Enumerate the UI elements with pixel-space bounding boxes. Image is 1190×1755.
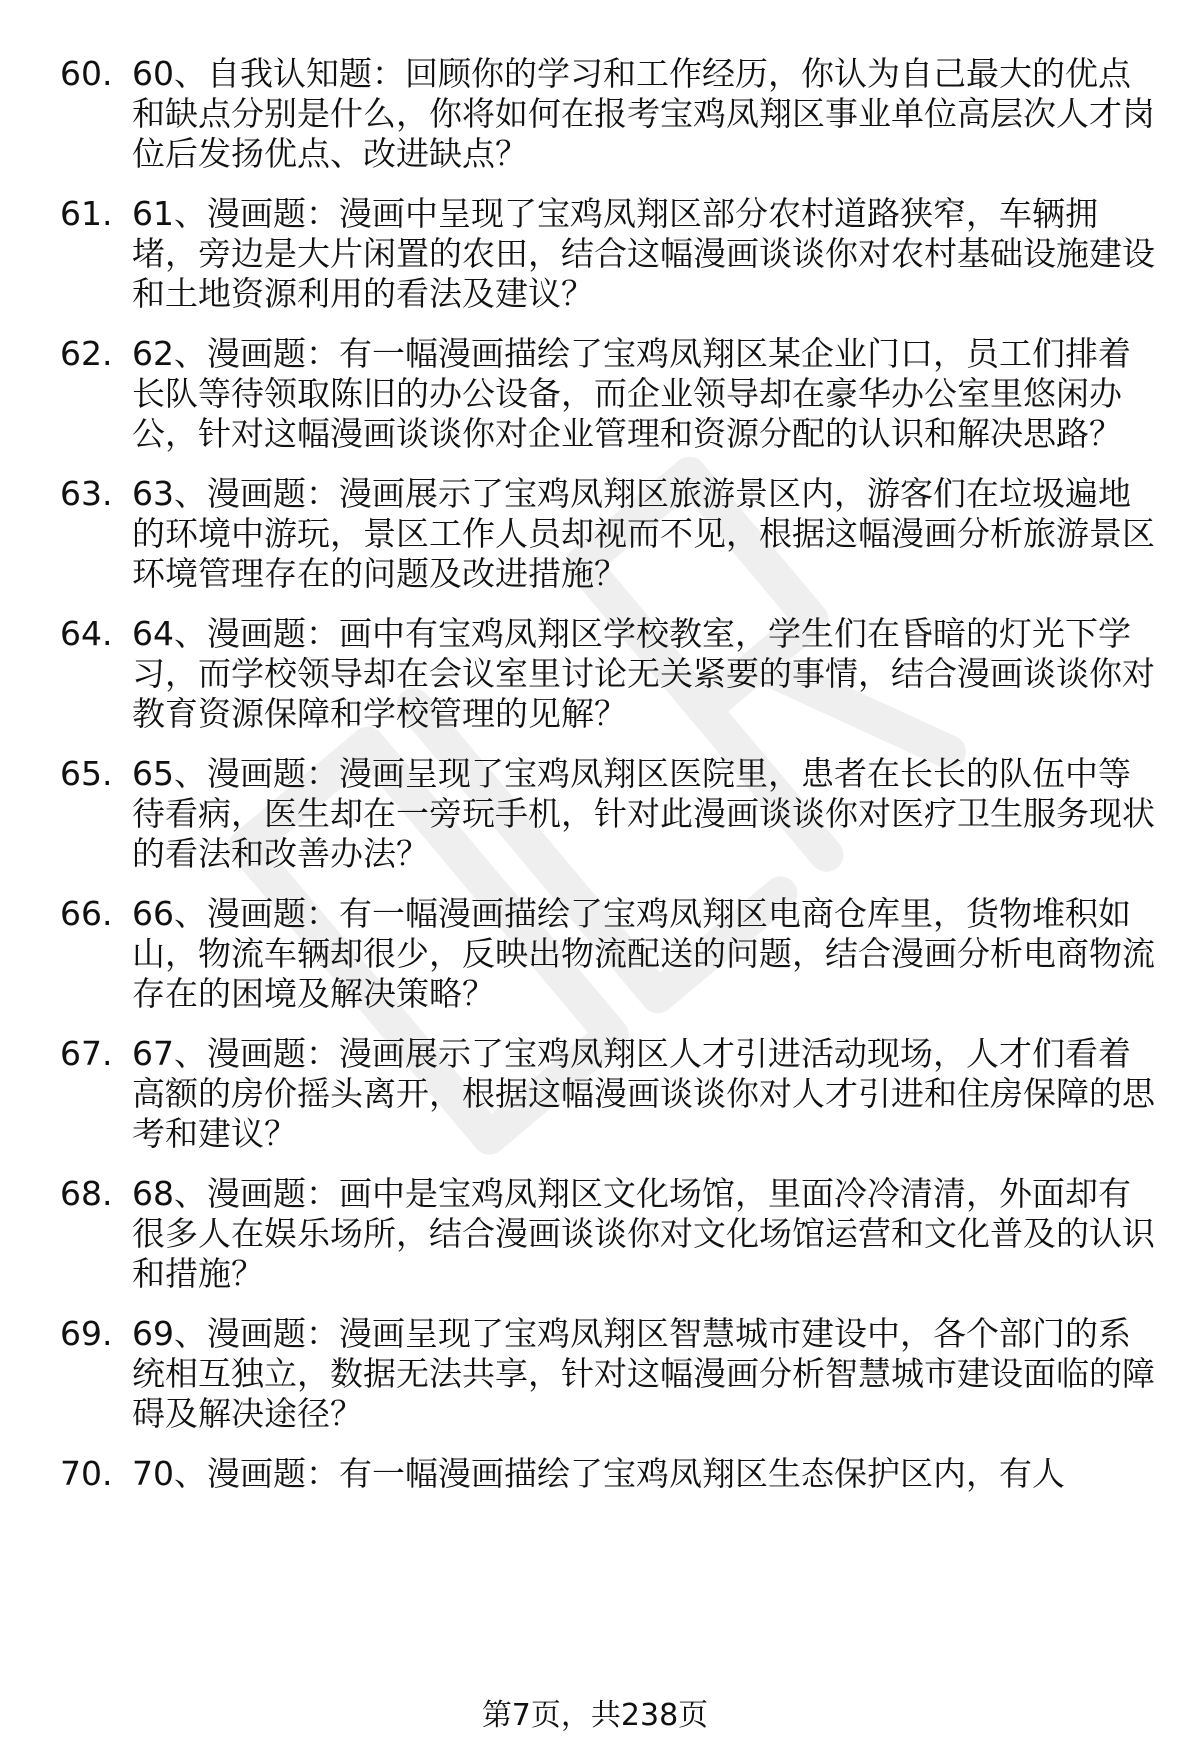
question-text: 61、漫画题：漫画中呈现了宝鸡凤翔区部分农村道路狭窄，车辆拥堵，旁边是大片闲置的农田，结合这幅漫画谈谈你对农村基础设施建设和土地资源利用的看法及建议？ — [132, 194, 1155, 313]
question-text: 69、漫画题：漫画呈现了宝鸡凤翔区智慧城市建设中，各个部门的系统相互独立，数据无法共享，针对这幅漫画分析智慧城市建设面临的障碍及解决途径？ — [132, 1314, 1155, 1433]
question-text: 66、漫画题：有一幅漫画描绘了宝鸡凤翔区电商仓库里，货物堆积如山，物流车辆却很少，反映出物流配送的问题，结合漫画分析电商物流存在的困境及解决策略？ — [132, 894, 1155, 1013]
question-list — [60, 54, 1155, 1514]
page-number-label: 第7页，共238页 — [481, 1698, 709, 1733]
question-number: 66. — [60, 894, 113, 933]
question-item — [60, 54, 1155, 174]
question-number: 65. — [60, 754, 113, 793]
question-text: 63、漫画题：漫画展示了宝鸡凤翔区旅游景区内，游客们在垃圾遍地的环境中游玩，景区工作人员却视而不见，根据这幅漫画分析旅游景区环境管理存在的问题及改进措施？ — [132, 474, 1155, 593]
question-item — [60, 194, 1155, 314]
question-text: 70、漫画题：有一幅漫画描绘了宝鸡凤翔区生态保护区内，有人 — [132, 1454, 1065, 1493]
question-item — [60, 894, 1155, 1014]
question-number: 63. — [60, 474, 113, 513]
question-item — [60, 754, 1155, 874]
question-text: 60、自我认知题：回顾你的学习和工作经历，你认为自己最大的优点和缺点分别是什么，你将如何在报考宝鸡凤翔区事业单位高层次人才岗位后发扬优点、改进缺点？ — [132, 54, 1155, 173]
question-text: 68、漫画题：画中是宝鸡凤翔区文化场馆，里面冷冷清清，外面却有很多人在娱乐场所，结合漫画谈谈你对文化场馆运营和文化普及的认识和措施？ — [132, 1174, 1155, 1293]
question-text: 62、漫画题：有一幅漫画描绘了宝鸡凤翔区某企业门口，员工们排着长队等待领取陈旧的办公设备，而企业领导却在豪华办公室里悠闲办公，针对这幅漫画谈谈你对企业管理和资源分配的认识和解决思路？ — [132, 334, 1131, 453]
question-item — [60, 1454, 1155, 1494]
question-number: 61. — [60, 194, 113, 233]
question-number: 70. — [60, 1454, 113, 1493]
question-text: 64、漫画题：画中有宝鸡凤翔区学校教室，学生们在昏暗的灯光下学习，而学校领导却在会议室里讨论无关紧要的事情，结合漫画谈谈你对教育资源保障和学校管理的见解？ — [132, 614, 1155, 733]
question-item — [60, 1314, 1155, 1434]
question-item — [60, 614, 1155, 734]
question-text: 67、漫画题：漫画展示了宝鸡凤翔区人才引进活动现场，人才们看着高额的房价摇头离开，根据这幅漫画谈谈你对人才引进和住房保障的思考和建议？ — [132, 1034, 1155, 1153]
question-number: 67. — [60, 1034, 113, 1073]
question-number: 64. — [60, 614, 113, 653]
page-footer — [0, 1698, 1190, 1734]
question-number: 68. — [60, 1174, 113, 1213]
question-item — [60, 1034, 1155, 1154]
question-item — [60, 334, 1155, 454]
question-text: 65、漫画题：漫画呈现了宝鸡凤翔区医院里，患者在长长的队伍中等待看病，医生却在一旁玩手机，针对此漫画谈谈你对医疗卫生服务现状的看法和改善办法？ — [132, 754, 1155, 873]
question-number: 60. — [60, 54, 113, 93]
question-item — [60, 474, 1155, 594]
question-number: 69. — [60, 1314, 113, 1353]
question-item — [60, 1174, 1155, 1294]
question-number: 62. — [60, 334, 113, 373]
